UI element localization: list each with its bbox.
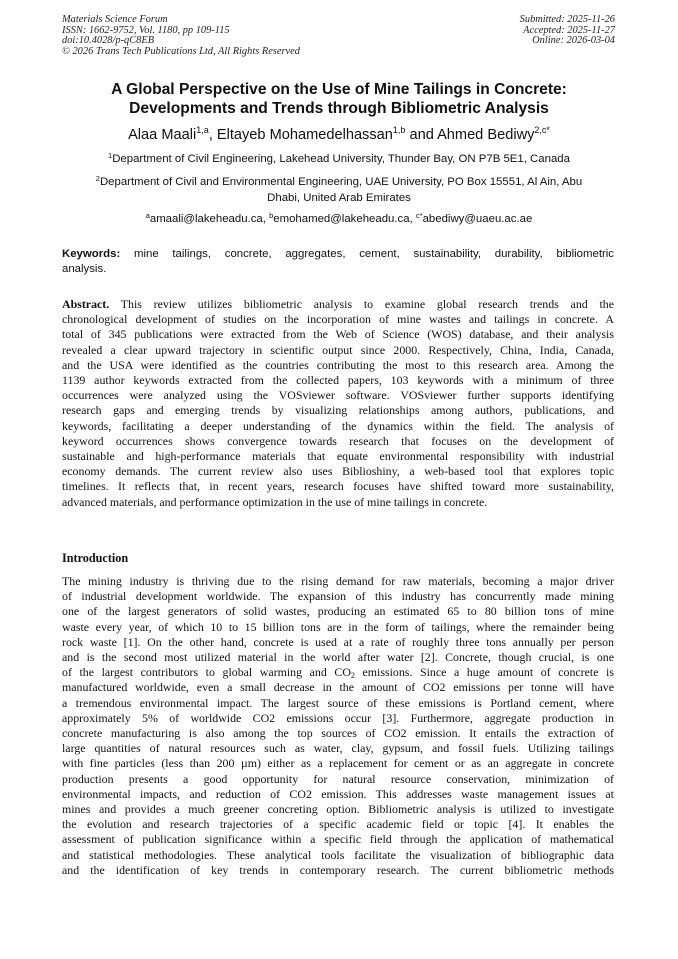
body-text-line: concrete manufacturing is also among the top sources of CO2 emission. It entails the extraction of (62, 726, 614, 741)
body-text-line: manufactured worldwide, even a small decrease in the amount of CO2 emissions per tonne will have (62, 680, 614, 695)
email-mark: c* (415, 211, 423, 220)
email-address: emohamed@lakeheadu.ca, (273, 213, 416, 225)
abstract-text-line: 1139 author keywords extracted from the collected papers, 103 keywords with a minimum of three (62, 373, 614, 388)
journal-header (62, 15, 300, 57)
doi-line: doi:10.4028/p-qC8EB (62, 35, 155, 47)
abstract-text-line: advanced materials, and performance optimization in the use of mine tailings in concrete. (62, 494, 488, 509)
body-text-line: The mining industry is thriving due to the rising demand for raw materials, becoming a major driver (62, 574, 614, 588)
issn-line: ISSN: 1662-9752, Vol. 1180, pp 109-115 (62, 24, 230, 36)
body-text-line: the evolution and research trajectories of a specific academic field or topic [4]. It enables the (62, 817, 614, 832)
abstract-section (62, 297, 614, 510)
body-text-fragment: emissions. Since a huge amount of concrete is (354, 665, 614, 680)
paper-title (40, 80, 638, 118)
affiliation-2 (62, 174, 616, 206)
affiliation-text: Department of Civil Engineering, Lakehead University, Thunder Bay, ON P7B 5E1, Canada (112, 153, 570, 165)
affiliation-text: Department of Civil and Environmental Engineering, UAE University, PO Box 15551, Al Ain, Abu (99, 176, 583, 188)
body-text-line: of industrial development worldwide. The expansion of this industry has concurrently made mining (62, 589, 614, 604)
email-address: amaali@lakeheadu.ca, (149, 213, 270, 225)
body-text-line: and the identification of key trends in contemporary research. The current bibliometric methods (62, 862, 614, 877)
body-text-line: production presents a good opportunity for natural resource conservation, minimization of (62, 771, 614, 786)
introduction-body (62, 574, 614, 878)
author-name: Eltayeb Mohamedelhassan (216, 127, 393, 143)
dates-header (520, 15, 615, 47)
author-emails (62, 211, 616, 227)
author-name: Alaa Maali (128, 127, 197, 143)
body-text-line: large quantities of natural resources such as water, clay, gypsum, and fossil fuels. Utilizing tailings (62, 741, 614, 756)
email-address: abediwy@uaeu.ac.ae (422, 213, 533, 225)
body-text-line: a tremendous environmental impact. The largest source of these emissions is Portland cement, where (62, 695, 614, 710)
author-name: Ahmed Bediwy (437, 127, 535, 143)
affiliation-number: 2 (95, 174, 100, 183)
abstract-text-line: timelines. It reflects that, in recent years, research focuses have shifted toward more sustainability, (62, 479, 614, 494)
body-text-line: and statistical methodologies. These analytical tools facilitate the visualization of bibliographic data (62, 847, 614, 862)
body-text-line: and is the second most utilized material in the world after water [2]. Concrete, though crucial, is one (62, 650, 614, 665)
subscript: 2 (350, 671, 355, 681)
accepted-date: Accepted: 2025-11-27 (523, 24, 615, 36)
body-text-line: mines and provides a much greener concreting option. Bibliometric analysis is utilized to investigate (62, 802, 614, 817)
body-text-line: rock waste [1]. On the other hand, concrete is used at a rate of roughly three tons annually per person (62, 634, 614, 649)
body-text-line: with fine particles (less than 200 µm) either as a replacement for cement or as an aggregate in concrete (62, 756, 614, 771)
keywords-text-continued: analysis. (62, 263, 107, 275)
abstract-text-line: economy demands. The current review also uses Biblioshiny, a web-based tool that explores topic (62, 464, 614, 479)
body-text-fragment: of the largest contributors to global warming and CO (62, 665, 351, 680)
abstract-text-line: sustainable and high-performance materials that equate environmental responsibility with industrial (62, 449, 614, 464)
keywords-label: Keywords: (62, 248, 121, 260)
abstract-text-line: keywords, facilitating a deeper understanding of the dynamics within the field. The analysis of (62, 418, 614, 433)
abstract-text-line: This review utilizes bibliometric analysis to examine global research trends and the (109, 297, 614, 311)
author-list (40, 126, 638, 144)
abstract-text-line: keyword occurrences shows convergence towards research that focuses on the development of (62, 433, 614, 448)
introduction-heading: Introduction (62, 551, 129, 565)
keywords-text: mine tailings, concrete, aggregates, cement, sustainability, durability, bibliometric (120, 248, 614, 260)
abstract-text-line: total of 345 publications were extracted from the Web of Science (WOS) database, and their analysis (62, 327, 614, 342)
author-affiliation-mark: 1,a (196, 125, 209, 135)
title-line-2: Developments and Trends through Bibliometric Analysis (129, 100, 549, 117)
abstract-label: Abstract. (62, 297, 110, 311)
journal-name: Materials Science Forum (62, 14, 168, 25)
affiliation-text-continued: Dhabi, United Arab Emirates (267, 192, 411, 204)
title-line-1: A Global Perspective on the Use of Mine Tailings in Concrete: (111, 81, 567, 98)
author-separator: , (208, 127, 217, 143)
abstract-text-line: revealed a clear upward trajectory in scientific output since 2000. Respectively, China, India, Canada, (62, 342, 614, 357)
body-text-line: approximately 5% of worldwide CO2 emissions occur [3]. Furthermore, aggregate production in (62, 710, 614, 725)
body-text-line: environmental impacts, and reduction of CO2 emission. This addresses waste management issues at (62, 786, 614, 801)
affiliation-1 (62, 151, 616, 167)
abstract-text-line: occurrences were analyzed using the VOSviewer software. VOSviewer further supports identifying (62, 388, 614, 403)
email-mark: a (145, 211, 150, 220)
email-mark: b (269, 211, 274, 220)
author-separator: and (405, 127, 438, 143)
abstract-text-line: and the USA were identified as the countries contributing the most to this research area. Among the (62, 357, 614, 372)
keywords-section (62, 247, 614, 277)
affiliation-number: 1 (108, 151, 113, 160)
body-text-line: one of the largest generators of solid wastes, producing an estimated 65 to 80 billion tons of mine (62, 604, 614, 619)
copyright-line: © 2026 Trans Tech Publications Ltd, All Rights Reserved (62, 45, 300, 57)
abstract-text-line: research gaps and emerging trends by visualizing relationships among authors, publications, and (62, 403, 614, 418)
submitted-date: Submitted: 2025-11-26 (519, 14, 615, 25)
author-affiliation-mark: 1,b (392, 125, 406, 135)
body-text-line (62, 665, 614, 680)
author-affiliation-mark: 2,c* (534, 125, 550, 135)
body-text-line: waste every year, of which 10 to 15 billion tons are in the form of tailings, where the remainder being (62, 619, 614, 634)
body-text-line: assessment of publication significance within a specific field through the application of mathematical (62, 832, 614, 847)
online-date: Online: 2026-03-04 (532, 35, 615, 47)
abstract-text-line: chronological development of studies on the incorporation of mine wastes and tailings in concrete. A (62, 312, 614, 327)
